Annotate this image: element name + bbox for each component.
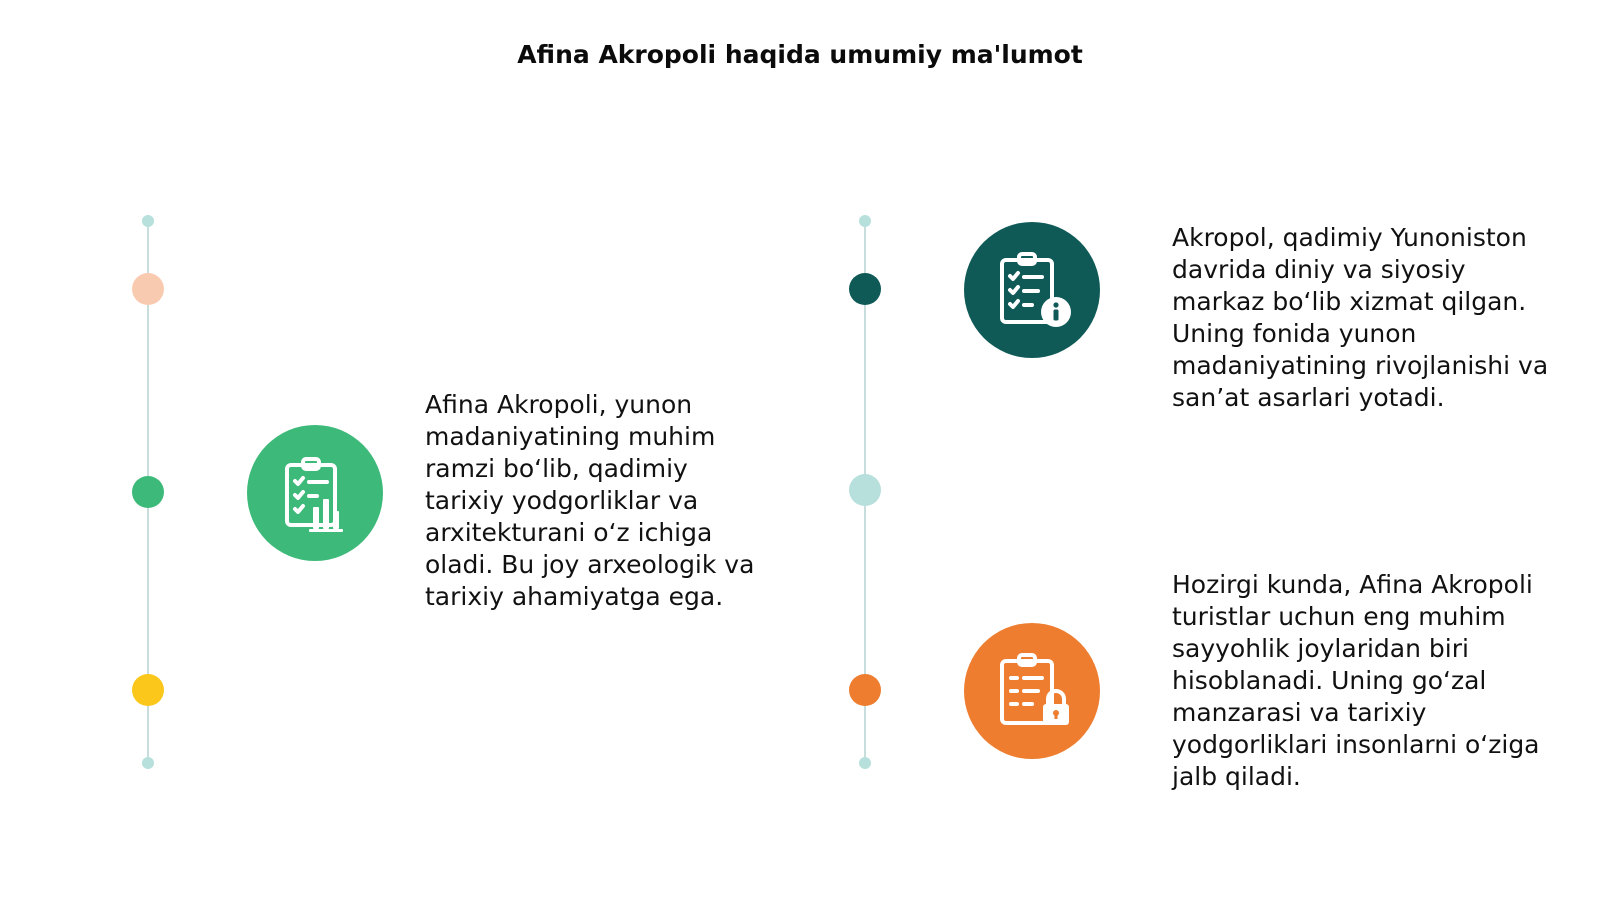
page-title: Afina Akropoli haqida umumiy ma'lumot (517, 40, 1083, 69)
item-text-3: Hozirgi kunda, Afina Akropoli turistlar uchun eng muhim sayyohlik joylaridan biri hisoblanadi. Uning go‘zal manzarasi va tarixiy yodgorliklari insonlarni o‘ziga jalb qiladi. (1172, 570, 1540, 791)
item-text-1: Afina Akropoli, yunon madaniyatining muhim ramzi bo‘lib, qadimiy tarixiy yodgorliklar va arxitekturani o‘z ichiga oladi. Bu joy arxeologik va tarixiy ahamiyatga ega. (425, 390, 755, 611)
left-timeline-end-dot-bottom (142, 757, 154, 769)
left-timeline-dot-peach (132, 273, 164, 305)
right-timeline-end-dot-top (859, 215, 871, 227)
right-timeline-end-dot-bottom (859, 757, 871, 769)
left-timeline-end-dot-top (142, 215, 154, 227)
item-text-2: Akropol, qadimiy Yunoniston davrida diniy va siyosiy markaz bo‘lib xizmat qilgan. Uning fonida yunon madaniyatining rivojlanishi va san’at asarlari yotadi. (1172, 223, 1549, 412)
left-timeline-dot-yellow (132, 674, 164, 706)
left-timeline-dot-green (132, 476, 164, 508)
right-timeline-dot-orange (849, 674, 881, 706)
clipboard-lock-icon (964, 623, 1100, 759)
clipboard-chart-icon (247, 425, 383, 561)
right-timeline-dot-mint (849, 474, 881, 506)
clipboard-info-icon (964, 222, 1100, 358)
right-timeline-dot-teal (849, 273, 881, 305)
